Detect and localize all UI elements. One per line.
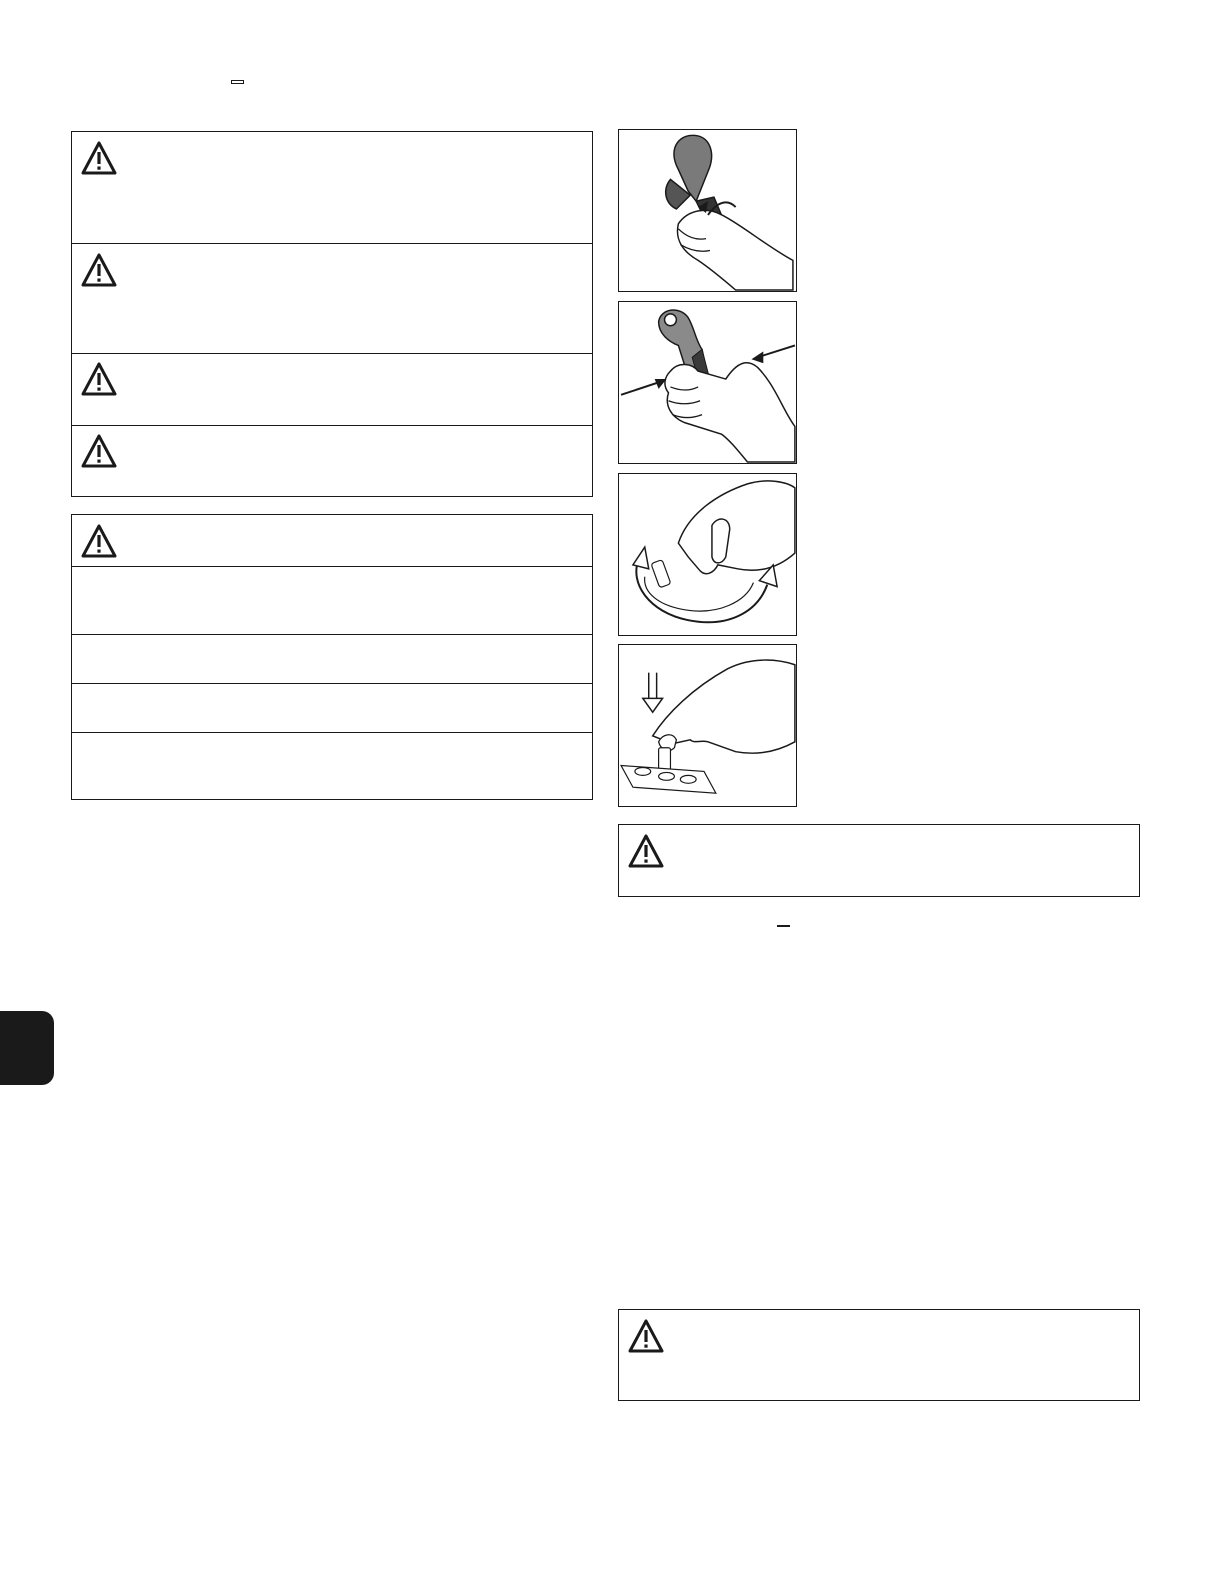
warning-row-2	[72, 243, 592, 353]
warning-row-1	[72, 132, 592, 243]
refractometer-handheld-figure	[618, 301, 797, 464]
warning-triangle-icon	[627, 833, 665, 869]
warning-box-right-middle	[618, 824, 1140, 897]
press-tube-into-rack-figure	[618, 644, 797, 807]
warning-row-3	[72, 353, 592, 425]
warning-triangle-icon	[80, 433, 118, 469]
warning-triangle-icon	[80, 140, 118, 176]
swirling-motion-figure	[618, 473, 797, 636]
warning-box-primary	[71, 131, 593, 497]
warning-header-row	[72, 515, 592, 566]
table-row	[72, 732, 592, 798]
warning-triangle-icon	[80, 252, 118, 288]
warning-triangle-icon	[80, 361, 118, 397]
table-row	[72, 566, 592, 634]
warning-triangle-icon	[80, 523, 118, 559]
side-section-tab	[0, 1011, 54, 1085]
warning-triangle-icon	[627, 1318, 665, 1354]
warning-box-right-bottom	[618, 1309, 1140, 1401]
warning-row-4	[72, 425, 592, 495]
small-dash-mark	[777, 925, 790, 927]
warning-box-secondary	[71, 514, 593, 800]
top-small-mark	[231, 80, 244, 84]
refractometer-prism-open-figure	[618, 129, 797, 292]
table-row	[72, 683, 592, 732]
table-row	[72, 634, 592, 683]
